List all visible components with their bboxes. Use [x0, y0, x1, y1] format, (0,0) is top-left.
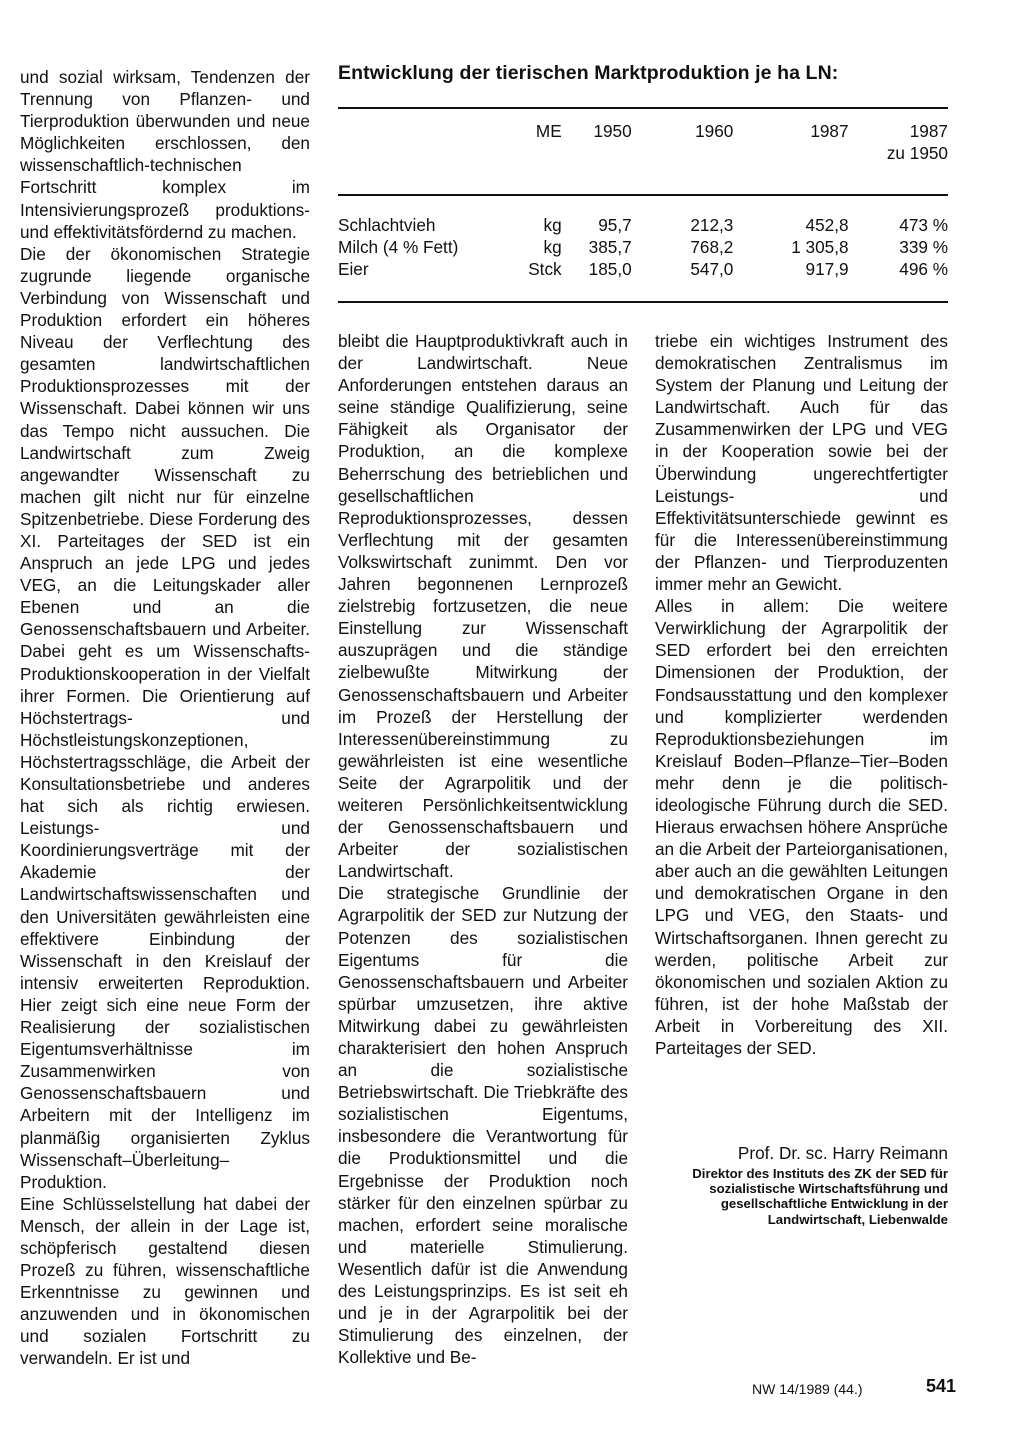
table-cell-label: Eier: [338, 259, 369, 279]
table-bottom-rule: [338, 301, 948, 303]
header-cell: 1987 zu 1950: [886, 121, 948, 163]
table-cell-v1960: 768,2: [690, 237, 734, 257]
table-cell-v1950: 385,7: [588, 237, 632, 257]
table-header-row: [338, 120, 948, 164]
table-cell-unit: Stck: [528, 259, 562, 279]
paragraph: bleibt die Hauptproduktivkraft auch in der Landwirtschaft. Neue Anforderungen entstehen daraus an seine ständige Qualifizierung, seine Fähigkeit als Organisator der Produktion, an die komplexe Beherrschung des betrieblichen und gesellschaftlichen Reproduktionsprozesses, dessen Verflechtung mit der gesamten Volkswirtschaft zunimmt. Den vor Jahren begonnenen Lernprozeß zielstrebig fortzusetzen, die neue Einstellung zur Wissenschaft auszuprägen und die ständige zielbewußte Mitwirkung der Genossenschaftsbauern und Arbeiter im Prozeß der Herstellung der Interessenübereinstimmung zu gewährleisten ist eine wesentliche Seite der Agrarpolitik und der weiteren Persönlichkeitsentwicklung der Genossenschaftsbauern und Arbeiter der sozialistischen Landwirtschaft.: [338, 331, 628, 882]
table-cell-label: Milch (4 % Fett): [338, 237, 459, 257]
table-cell-v1950: 185,0: [588, 259, 632, 279]
text-column-middle: [338, 330, 628, 1368]
table-cell-ratio: 473 %: [899, 215, 948, 235]
table-top-rule: [338, 107, 948, 109]
text-column-right: [655, 330, 948, 1059]
table-row: [338, 236, 948, 258]
paragraph: Die strategische Grundlinie der Agrarpolitik der SED zur Nutzung der Potenzen des sozialistischen Eigentums für die Genossenschaftsbauern und Arbeiter spürbar umzusetzen, ihre aktive Mitwirkung dabei zu gewährleisten charakterisiert den hohen Anspruch an die sozialistische Betriebswirtschaft. Die Triebkräfte des sozialistischen Eigentums, insbesondere die Verantwortung für die Produktionsmittel und die Ergebnisse der Produktion noch stärker für den einzelnen spürbar zu machen, erfordert seine moralische und materielle Stimulierung. Wesentlich dafür ist die Anwendung des Leistungsprinzips. Es ist seit eh und je in der Agrarpolitik bei der Stimulierung des einzelnen, der Kollektive und Be-: [338, 883, 628, 1368]
text-column-left: [20, 66, 310, 1370]
table-cell-ratio: 496 %: [899, 259, 948, 279]
table-cell-label: Schlachtvieh: [338, 215, 436, 235]
table-title: Entwicklung der tierischen Marktproduktion je ha LN:: [338, 62, 839, 84]
header-cell: [338, 120, 519, 164]
table-cell-v1987: 917,9: [805, 259, 849, 279]
paragraph: Die der ökonomischen Strategie zugrunde liegende organische Verbindung von Wissenschaft und Produktion erfordert ein höheres Niveau der Verflechtung des gesamten landwirtschaftlichen Produktionsprozesses mit der Wissenschaft. Dabei können wir uns das Tempo nicht aussuchen. Die Landwirtschaft zum Zweig angewandter Wissenschaft zu machen gilt nicht nur für einzelne Spitzenbetriebe. Diese Forderung des XI. Parteitages der SED ist ein Anspruch an jede LPG und jedes VEG, an die Leitungskader aller Ebenen und an die Genossenschaftsbauern und Arbeiter. Dabei geht es um Wissenschafts-Produktionskooperation in der Vielfalt ihrer Formen. Die Orientierung auf Höchstertrags- und Höchstleistungskonzeptionen, Höchstertragsschläge, die Arbeit der Konsultationsbetriebe und anderes hat sich als richtig erwiesen. Leistungs- und Koordinierungsverträge mit der Akademie der Landwirtschaftswissenschaften und den Universitäten gewährleisten eine effektivere Einbindung der Wissenschaft in den Kreislauf der intensiv erweiterten Reproduktion. Hier zeigt sich eine neue Form der Realisierung der sozialistischen Eigentumsverhältnisse im Zusammenwirken von Genossenschaftsbauern und Arbeitern mit der Intelligenz im planmäßig organisierten Zyklus Wissenschaft–Überleitung–Produktion.: [20, 243, 310, 1192]
paragraph: Alles in allem: Die weitere Verwirklichung der Agrarpolitik der SED erfordert bei den erreichten Dimensionen der Produktion, der Fondsausstattung und den komplexer und komplizierter werdenden Reproduktionsbeziehungen im Kreislauf Boden–Pflanze–Tier–Boden mehr denn je die politisch-ideologische Führung durch die SED. Hieraus erwachsen höhere Ansprüche an die Arbeit der Parteiorganisationen, aber auch an die gewählten Leitungen und demokratischen Organe in den LPG und VEG, den Staats- und Wirtschaftsorganen. Ihnen gerecht zu werden, politische Arbeit zur ökonomischen und sozialen Aktion zu führen, ist der hohe Maßstab der Arbeit in Vorbereitung des XII. Parteitages der SED.: [655, 596, 948, 1058]
table-row: [338, 164, 948, 236]
header-cell: 1950: [593, 121, 632, 141]
paragraph: und sozial wirksam, Tendenzen der Trennung von Pflanzen- und Tierproduktion überwunden und neue Möglichkeiten erschlossen, den wissenschaftlich-technischen Fortschritt komplex im Intensivierungsprozeß produktions- und effektivitätsfördernd zu machen.: [20, 67, 310, 242]
issue-reference: NW 14/1989 (44.): [752, 1381, 863, 1397]
table-cell-v1950: 95,7: [598, 215, 632, 235]
table-cell-v1960: 212,3: [690, 215, 734, 235]
author-affiliation: Direktor des Instituts des ZK der SED für sozialistische Wirtschaftsführung und gesellschaftliche Entwicklung in der Landwirtschaft, Liebenwalde: [692, 1166, 948, 1227]
table-row: [338, 258, 948, 280]
table-cell-v1987: 452,8: [805, 215, 849, 235]
table-cell-unit: kg: [543, 215, 562, 235]
header-cell: ME: [535, 121, 562, 141]
table-cell-ratio: 339 %: [899, 237, 948, 257]
table-cell-v1960: 547,0: [690, 259, 734, 279]
header-cell: 1987: [810, 121, 849, 141]
author-signature: [655, 1142, 948, 1227]
paragraph: Eine Schlüsselstellung hat dabei der Mensch, der allein in der Lage ist, schöpferisch gestaltend diesen Prozeß zu führen, wissenschaftliche Erkenntnisse zu gewinnen und anzuwenden und in ökonomischen und sozialen Fortschritt zu verwandeln. Er ist und: [20, 1193, 310, 1369]
table-cell-unit: kg: [543, 237, 562, 257]
table-cell-v1987: 1 305,8: [791, 237, 849, 257]
author-name: Prof. Dr. sc. Harry Reimann: [737, 1143, 948, 1163]
paragraph: triebe ein wichtiges Instrument des demokratischen Zentralismus im System der Planung und Leitung der Landwirtschaft. Auch für das Zusammenwirken der LPG und VEG in der Kooperation sowie bei der Überwindung ungerechtfertigter Leistungs- und Effektivitätsunterschiede gewinnt es für die Interessenübereinstimmung der Pflanzen- und Tierproduzenten immer mehr an Gewicht.: [655, 331, 948, 595]
page-number: 541: [926, 1376, 957, 1396]
header-cell: 1960: [695, 121, 734, 141]
market-production-table: [338, 120, 948, 280]
